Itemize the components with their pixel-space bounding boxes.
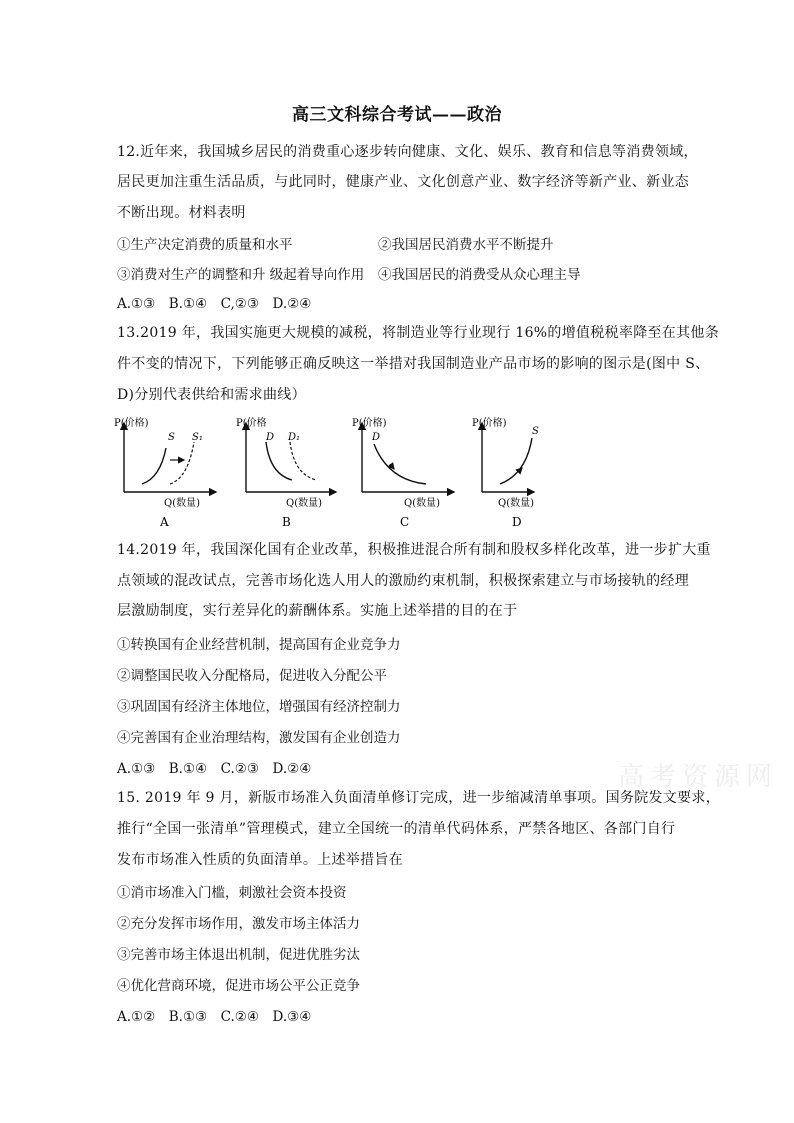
q14-answers: A.①③ B.①④ C.②③ D.②④	[117, 761, 312, 777]
graph-a-supply-curve	[142, 448, 166, 484]
graph-b-xlabel: Q(数量)	[286, 498, 323, 509]
graph-c-xlabel: Q(数量)	[404, 498, 441, 509]
graph-b-shifted-demand-curve	[290, 442, 316, 480]
supply-demand-graphs	[112, 408, 542, 532]
graph-b	[236, 416, 336, 529]
graph-d-label: D	[512, 515, 522, 529]
q14-line-3: 层激励制度，实行差异化的薪酬体系。实施上述举措的目的在于	[117, 603, 518, 619]
q12-line-1: 12.近年来，我国城乡居民的消费重心逐步转向健康、文化、娱乐、教育和信息等消费领域，	[117, 144, 698, 160]
page-title: 高三文科综合考试——政治	[292, 105, 502, 125]
graph-a-ylabel: P(价格)	[114, 418, 149, 429]
graph-a	[114, 416, 216, 529]
q15-option-2: ②充分发挥市场作用，激发市场主体活力	[117, 916, 360, 932]
q12-option-4: ④我国居民的消费受从众心理主导	[378, 267, 581, 283]
graph-a-label: A	[160, 515, 169, 529]
q15-option-3: ③完善市场主体退出机制，促进优胜劣汰	[117, 947, 360, 963]
graph-b-ylabel: P(价格	[236, 418, 267, 429]
graph-a-xlabel: Q(数量)	[164, 498, 201, 509]
graph-d-xlabel: Q(数量)	[498, 498, 535, 509]
graph-b-curve-d1: D₁	[288, 432, 301, 443]
graph-c-label: C	[400, 515, 410, 529]
q14-option-4: ④完善国有企业治理结构，激发国有企业创造力	[117, 730, 401, 746]
q15-option-4: ④优化营商环境，促进市场公平公正竞争	[117, 978, 360, 994]
graph-c-ylabel: P(价格)	[352, 418, 387, 429]
q12-line-2: 居民更加注重生活品质，与此同时，健康产业、文化创意产业、数字经济等新产业、新业态	[117, 174, 689, 190]
graph-d-supply-curve	[500, 438, 532, 484]
q14-option-2: ②调整国民收入分配格局，促进收入分配公平	[117, 668, 387, 684]
q15-line-1: 15. 2019 年 9 月，新版市场准入负面清单修订完成，进一步缩减清单事项。国务院发文要求，	[117, 790, 720, 806]
watermark: 高考资源网	[618, 762, 779, 792]
graph-b-label: B	[282, 515, 291, 529]
graph-a-curve-s1: S₁	[192, 432, 203, 443]
q14-option-1: ①转换国有企业经营机制，提高国有企业竞争力	[117, 637, 401, 653]
q12-option-2: ②我国居民消费水平不断提升	[378, 237, 554, 253]
q12-option-3: ③消费对生产的调整和升 级起着导向作用	[117, 267, 365, 283]
graph-b-demand-curve	[266, 442, 292, 480]
graph-d	[472, 416, 539, 529]
q14-option-3: ③巩固国有经济主体地位，增强国有经济控制力	[117, 699, 401, 715]
q13-line-1: 13.2019 年，我国实施更大规模的减税，将制造业等行业现行 16%的增值税税率降至在其他条	[117, 325, 720, 341]
graph-d-ylabel: P(价格)	[472, 418, 507, 429]
graph-d-curve-s: S	[532, 426, 539, 437]
q15-line-2: 推行“全国一张清单”管理模式，建立全国统一的清单代码体系，严禁各地区、各部门自行	[117, 821, 676, 837]
q15-option-1: ①消市场准入门槛，刺激社会资本投资	[117, 885, 347, 901]
graph-c-curve-d: D	[372, 432, 381, 443]
q15-answers: A.①② B.①③ C.②④ D.③④	[117, 1009, 312, 1025]
q13-line-2: 件不变的情况下，下列能够正确反映这一举措对我国制造业产品市场的影响的图示是(图中 S、	[117, 356, 710, 372]
graph-c-demand-curve	[374, 444, 426, 484]
graph-a-shifted-supply-curve	[170, 442, 194, 484]
q14-line-2: 点领域的混改试点，完善市场化选人用人的激励约束机制，积极探索建立与市场接轨的经理	[117, 573, 689, 589]
graph-a-curve-s: S	[168, 432, 175, 443]
q12-line-3: 不断出现。材料表明	[117, 205, 246, 221]
graph-b-curve-d: D	[266, 432, 275, 443]
q14-line-1: 14.2019 年，我国深化国有企业改革，积极推进混合所有制和股权多样化改革，进一步扩大重	[117, 542, 711, 558]
q15-line-3: 发布市场准入性质的负面清单。上述举措旨在	[117, 852, 403, 868]
q12-option-1: ①生产决定消费的质量和水平	[117, 237, 293, 253]
q12-answers: A.①③ B.①④ C,②③ D.②④	[117, 296, 312, 312]
q13-line-3: D)分别代表供给和需求曲线）	[117, 387, 306, 403]
graph-c	[352, 416, 454, 529]
